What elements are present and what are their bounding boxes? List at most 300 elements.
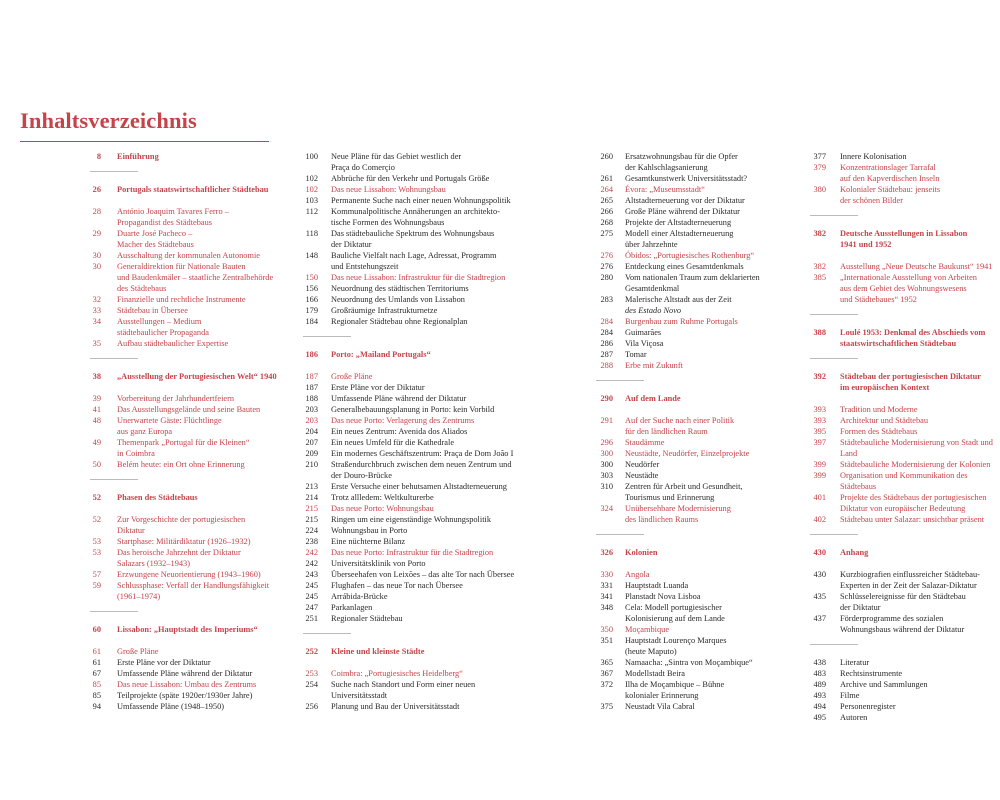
toc-entry-title: Ausstellungen – Medium städtebaulicher Propaganda [117,317,209,337]
toc-page-number: 430 [813,548,826,557]
toc-entry[interactable] [90,679,296,690]
toc-entry-title: Namaacha: „Sintra von Moçambique“ [625,658,753,667]
toc-entry-title: Literatur [840,658,870,667]
toc-page-number: 290 [600,394,613,403]
toc-page-number: 288 [600,361,613,370]
toc-page-number: 150 [305,273,318,282]
toc-entry[interactable] [90,261,296,294]
toc-page-number: 204 [305,427,318,436]
toc-entry[interactable] [596,206,807,217]
toc-entry[interactable] [90,305,296,316]
toc-page-number: 291 [600,416,613,425]
toc-page-number: 401 [813,493,826,502]
toc-page-number: 26 [92,185,101,194]
toc-page-number: 280 [600,273,613,282]
toc-entry-title: Regionaler Städtebau ohne Regionalplan [331,317,468,326]
toc-page-number: 210 [305,460,318,469]
toc-entry[interactable] [303,371,575,382]
toc-entry-title: Ringen um eine eigenständige Wohnungspolitik [331,515,492,524]
toc-entry[interactable] [596,217,807,228]
section-divider [810,358,858,359]
toc-entry-title: Personenregister [840,702,896,711]
toc-entry[interactable] [303,173,575,184]
toc-entry-title: Universitätsklinik von Porto [331,559,426,568]
toc-page-number: 33 [92,306,101,315]
toc-entry[interactable] [303,272,575,283]
toc-page-number: 296 [600,438,613,447]
section-divider [810,314,858,315]
toc-entry[interactable] [810,404,1000,415]
toc-entry-title: Umfassende Pläne (1948–1950) [117,702,225,711]
toc-entry-title: Rechtsinstrumente [840,669,903,678]
toc-entry-title: Óbidos: „Portugiesisches Rothenburg“ [625,251,755,260]
toc-entry[interactable] [303,602,575,613]
section-spacer [303,657,575,668]
toc-chapter-heading[interactable] [810,228,1000,250]
toc-entry[interactable] [303,426,575,437]
toc-entry[interactable] [810,690,1000,701]
toc-page-number: 375 [600,702,613,711]
toc-entry-title: Arrábida-Brücke [331,592,388,601]
toc-chapter-heading[interactable] [596,393,807,404]
toc-entry-title: Moçambique [625,625,670,634]
toc-entry[interactable] [303,382,575,393]
toc-entry[interactable] [810,591,1000,613]
toc-page-number: 284 [600,328,613,337]
toc-entry-title: Duarte José Pacheco – Macher des Städtebaus [117,229,194,249]
toc-chapter-heading[interactable] [596,547,807,558]
toc-entry-title: Erste Pläne vor der Diktatur [331,383,425,392]
toc-entry[interactable] [303,305,575,316]
toc-page-number: 59 [92,581,101,590]
toc-entry[interactable] [596,657,807,668]
toc-page-number: 38 [92,372,101,381]
toc-entry[interactable] [596,327,807,338]
toc-entry[interactable] [596,195,807,206]
toc-entry-title: Ersatzwohnungsbau für die Opfer der Kahlschlagsanierung [625,152,738,172]
toc-page-number: 286 [600,339,613,348]
toc-entry[interactable] [90,646,296,657]
toc-entry[interactable] [90,250,296,261]
toc-entry[interactable] [303,316,575,327]
toc-entry-title: Teilprojekte (späte 1920er/1930er Jahre) [117,691,253,700]
toc-entry[interactable] [90,294,296,305]
toc-page-number: 156 [305,284,318,293]
toc-page-number: 392 [813,372,826,381]
section-divider [810,534,858,535]
toc-entry[interactable] [303,591,575,602]
toc-entry-title: Neuordnung des Umlands von Lissabon [331,295,465,304]
toc-entry-title: Große Pläne [331,372,373,381]
toc-page-number: 256 [305,702,318,711]
toc-entry[interactable] [596,624,807,635]
toc-entry[interactable] [90,393,296,404]
toc-page-number: 489 [813,680,826,689]
toc-entry[interactable] [90,701,296,712]
toc-entry-title: Städtebau unter Salazar: unsichtbar präsent [840,515,985,524]
page-title: Inhaltsverzeichnis [20,108,197,133]
toc-entry-title: Modellstadt Beira [625,669,686,678]
toc-page-number: 266 [600,207,613,216]
toc-entry[interactable] [810,261,1000,272]
toc-page-number: 184 [305,317,318,326]
toc-entry[interactable] [596,602,807,624]
toc-entry-title: Cela: Modell portugiesischer Kolonisierung auf dem Lande [625,603,725,623]
toc-entry-title: Kleine und kleinste Städte [331,647,425,656]
toc-entry-title: Loulé 1953: Denkmal des Abschieds vom staatswirtschaftlichen Städtebau [840,328,986,348]
toc-entry[interactable] [303,393,575,404]
toc-entry-title: Konzentrationslager Tarrafal auf den Kapverdischen Inseln [840,163,940,183]
toc-entry[interactable] [90,415,296,437]
toc-page-number: 350 [600,625,613,634]
toc-entry-title: Städtebau der portugiesischen Diktatur im europäischen Kontext [840,372,982,392]
toc-entry[interactable] [596,151,807,173]
toc-entry-title: Formen des Städtebaus [840,427,918,436]
toc-entry[interactable] [596,173,807,184]
toc-entry[interactable] [303,437,575,448]
toc-entry-title: „Ausstellung der Portugiesischen Welt“ 1940 [117,372,277,381]
toc-entry[interactable] [810,679,1000,690]
toc-entry[interactable] [90,690,296,701]
toc-entry[interactable] [90,228,296,250]
toc-entry[interactable] [596,294,807,305]
toc-entry-title: Coimbra: „Portugiesisches Heidelberg“ [331,669,463,678]
toc-entry[interactable] [90,206,296,228]
toc-entry[interactable] [303,569,575,580]
toc-entry-title: Portugals staatswirtschaftlicher Städtebau [117,185,269,194]
toc-entry[interactable] [810,613,1000,635]
toc-entry[interactable] [90,514,296,536]
toc-entry-title: Erste Pläne vor der Diktatur [117,658,211,667]
toc-page-number: 399 [813,460,826,469]
toc-page-number: 61 [92,658,101,667]
toc-page-number: 348 [600,603,613,612]
toc-entry[interactable] [303,580,575,591]
toc-entry[interactable] [810,151,1000,162]
toc-entry[interactable] [303,481,575,492]
toc-entry[interactable] [596,635,807,657]
toc-entry[interactable] [810,272,1000,305]
toc-page-number: 188 [305,394,318,403]
toc-page-number: 300 [600,449,613,458]
toc-entry[interactable] [90,316,296,338]
toc-page-number: 331 [600,581,613,590]
toc-page-number: 287 [600,350,613,359]
toc-page-number: 265 [600,196,613,205]
toc-page-number: 60 [92,625,101,634]
toc-page-number: 102 [305,185,318,194]
toc-entry-title: Auf der Suche nach einer Politik für den ländlichen Raum [625,416,735,436]
toc-entry[interactable] [303,448,575,459]
toc-entry-title: Umfassende Pläne während der Diktatur [331,394,467,403]
toc-entry[interactable] [596,470,807,481]
toc-entry[interactable] [303,206,575,228]
toc-entry-title: Hauptstadt Lourenço Marques (heute Maputo) [625,636,727,656]
toc-chapter-heading[interactable] [303,349,575,360]
toc-entry-title: Guimarães [625,328,662,337]
toc-page-number: 166 [305,295,318,304]
toc-page-number: 30 [92,262,101,271]
toc-entry[interactable] [90,657,296,668]
toc-entry-title: Tomar [625,350,647,359]
toc-entry[interactable] [90,580,296,602]
toc-entry-title: Staudämme [625,438,665,447]
toc-entry-title: Finanzielle und rechtliche Instrumente [117,295,246,304]
toc-page-number: 48 [92,416,101,425]
toc-entry-title: Gesamtkunstwerk Universitätsstadt? [625,174,748,183]
toc-entry[interactable] [596,503,807,525]
toc-entry[interactable] [596,701,807,712]
toc-entry[interactable] [90,459,296,470]
toc-entry[interactable] [303,503,575,514]
toc-entry[interactable] [810,415,1000,426]
toc-entry-title: Das heroische Jahrzehnt der Diktatur Salazars (1932–1943) [117,548,241,568]
toc-entry-title: Projekte des Städtebaus der portugiesischen Diktatur von europäischer Bedeutung [840,493,987,513]
toc-chapter-heading[interactable] [90,184,296,195]
toc-page-number: 351 [600,636,613,645]
toc-entry[interactable] [810,184,1000,206]
toc-entry-title: Kommunalpolitische Annäherungen an architekto- tische Formen des Wohnungsbaus [331,207,500,227]
toc-entry[interactable] [90,404,296,415]
toc-entry-title: Einführung [117,152,159,161]
toc-entry-title: Lissabon: „Hauptstadt des Imperiums“ [117,625,258,634]
toc-column-2 [303,151,575,712]
toc-entry-title: Themenpark „Portugal für die Kleinen“ in Coimbra [117,438,250,458]
toc-chapter-heading[interactable] [810,371,1000,393]
toc-entry[interactable] [810,569,1000,591]
toc-page-number: 261 [600,174,613,183]
toc-page-number: 402 [813,515,826,524]
toc-entry[interactable] [303,404,575,415]
toc-entry-title: Überseehafen von Leixões – das alte Tor nach Übersee [331,570,515,579]
toc-page-number: 283 [600,295,613,304]
section-spacer [810,250,1000,261]
toc-entry[interactable] [90,569,296,580]
toc-entry-title: Das städtebauliche Spektrum des Wohnungsbaus der Diktatur [331,229,495,249]
toc-page-number: 35 [92,339,101,348]
toc-entry-title: Das neue Porto: Verlagerung des Zentrums [331,416,475,425]
toc-entry-title: Anhang [840,548,869,557]
toc-page-number: 187 [305,372,318,381]
toc-entry[interactable] [303,613,575,624]
toc-chapter-heading[interactable] [90,624,296,635]
toc-page-number: 430 [813,570,826,579]
toc-entry[interactable] [303,536,575,547]
toc-page-number: 41 [92,405,101,414]
toc-entry-title: Auf dem Lande [625,394,681,403]
toc-entry-title: Burgenbau zum Ruhme Portugals [625,317,738,326]
toc-entry-title: Förderprogramme des sozialen Wohnungsbaus während der Diktatur [840,614,965,634]
toc-entry-title: Ein modernes Geschäftszentrum: Praça de Dom João I [331,449,514,458]
toc-chapter-heading[interactable] [303,646,575,657]
toc-entry[interactable] [303,492,575,503]
toc-entry[interactable] [596,668,807,679]
toc-entry[interactable] [303,151,575,173]
toc-page-number: 276 [600,251,613,260]
section-divider [90,479,138,480]
toc-entry-title: Generaldirektion für Nationale Bauten und Baudenkmäler – staatliche Zentralbehörde des Städtebaus [117,262,274,293]
toc-entry-title: Neuordnung des städtischen Territoriums [331,284,469,293]
toc-page-number: 379 [813,163,826,172]
toc-entry[interactable] [596,679,807,701]
toc-entry[interactable] [810,492,1000,514]
toc-entry-title: Zentren für Arbeit und Gesundheit, Tourismus und Erinnerung [625,482,743,502]
toc-entry-title: Architektur und Städtebau [840,416,929,425]
toc-page-number: 215 [305,515,318,524]
toc-entry-title: Erbe mit Zukunft [625,361,683,370]
toc-entry[interactable] [303,184,575,195]
toc-page-number: 372 [600,680,613,689]
toc-entry-title: Neue Pläne für das Gebiet westlich der Praça do Comerçio [331,152,462,172]
toc-entry[interactable] [810,426,1000,437]
toc-entry-title: Das neue Porto: Infrastruktur für die Stadtregion [331,548,494,557]
toc-page-number: 284 [600,317,613,326]
section-spacer [810,393,1000,404]
toc-entry[interactable] [596,261,807,272]
toc-entry-title: Kolonialer Städtebau: jenseits der schönen Bilder [840,185,941,205]
toc-entry[interactable] [303,283,575,294]
toc-entry[interactable] [596,580,807,591]
toc-entry[interactable] [303,514,575,525]
toc-page-number: 341 [600,592,613,601]
toc-page-number: 100 [305,152,318,161]
toc-page-number: 34 [92,317,101,326]
toc-entry[interactable] [596,250,807,261]
toc-entry[interactable] [596,459,807,470]
toc-entry[interactable] [90,536,296,547]
toc-entry[interactable] [596,360,807,371]
toc-page-number: 215 [305,504,318,513]
toc-entry[interactable] [596,305,807,316]
toc-entry-title: Umfassende Pläne während der Diktatur [117,669,253,678]
toc-page-number: 242 [305,548,318,557]
toc-entry[interactable] [303,701,575,712]
toc-entry[interactable] [596,481,807,503]
toc-page-number: 247 [305,603,318,612]
toc-page-number: 242 [305,559,318,568]
toc-entry[interactable] [303,668,575,679]
toc-entry[interactable] [810,712,1000,723]
toc-entry[interactable] [303,228,575,250]
toc-entry[interactable] [303,415,575,426]
toc-entry[interactable] [596,569,807,580]
toc-page-number: 30 [92,251,101,260]
toc-entry-title: Wohnungsbau in Porto [331,526,408,535]
toc-entry[interactable] [90,547,296,569]
toc-page-number: 112 [305,207,318,216]
toc-page-number: 438 [813,658,826,667]
toc-entry-title: Kurzbiografien einflussreicher Städtebau- Experten in der Zeit der Salazar-Diktatur [840,570,980,590]
toc-entry[interactable] [303,525,575,536]
toc-entry[interactable] [810,668,1000,679]
toc-page-number: 103 [305,196,318,205]
toc-entry[interactable] [90,437,296,459]
toc-entry[interactable] [596,448,807,459]
title-underline [20,141,269,142]
toc-entry[interactable] [303,294,575,305]
toc-entry-title: Belém heute: ein Ort ohne Erinnerung [117,460,245,469]
toc-entry-title: Hauptstadt Luanda [625,581,689,590]
toc-entry-title: Das neue Lissabon: Wohnungsbau [331,185,446,194]
toc-entry[interactable] [596,316,807,327]
toc-page-number: 102 [305,174,318,183]
toc-entry-title: Ein neues Zentrum: Avenida dos Aliados [331,427,468,436]
toc-entry[interactable] [810,701,1000,712]
toc-entry[interactable] [303,547,575,558]
toc-page-number: 399 [813,471,826,480]
toc-entry[interactable] [303,195,575,206]
toc-page-number: 377 [813,152,826,161]
toc-entry[interactable] [303,459,575,481]
toc-page-number: 28 [92,207,101,216]
section-divider [90,358,138,359]
section-divider [90,611,138,612]
toc-entry-title: Große Pläne [117,647,159,656]
toc-page-number: 50 [92,460,101,469]
toc-entry[interactable] [810,514,1000,525]
toc-entry-title: Tradition und Moderne [840,405,918,414]
toc-entry[interactable] [810,470,1000,492]
toc-page-number: 303 [600,471,613,480]
toc-page-number: 380 [813,185,826,194]
toc-entry[interactable] [596,272,807,294]
toc-entry[interactable] [303,679,575,701]
section-spacer [90,195,296,206]
toc-entry-title: Autoren [840,713,868,722]
toc-chapter-heading[interactable] [90,151,296,162]
toc-chapter-heading[interactable] [810,547,1000,558]
toc-page-number: 435 [813,592,826,601]
toc-entry[interactable] [596,184,807,195]
toc-entry-title: Flughafen – das neue Tor nach Übersee [331,581,463,590]
toc-entry[interactable] [810,162,1000,184]
toc-page-number: 385 [813,273,826,282]
toc-entry[interactable] [596,338,807,349]
toc-entry-title: Generalbebauungsplanung in Porto: kein Vorbild [331,405,495,414]
toc-entry[interactable] [810,437,1000,459]
toc-page-number: 39 [92,394,101,403]
toc-entry-title: Organisation und Kommunikation des Städtebaus [840,471,968,491]
toc-entry[interactable] [303,558,575,569]
toc-chapter-heading[interactable] [90,492,296,503]
toc-entry[interactable] [596,349,807,360]
toc-chapter-heading[interactable] [810,327,1000,349]
section-divider [303,336,351,337]
toc-chapter-heading[interactable] [90,371,296,382]
toc-entry-title: Kolonien [625,548,658,557]
section-spacer [810,558,1000,569]
toc-entry-title: Das neue Lissabon: Umbau des Zentrums [117,680,257,689]
toc-entry[interactable] [596,591,807,602]
toc-entry[interactable] [90,338,296,349]
toc-page-number: 260 [600,152,613,161]
toc-entry[interactable] [596,415,807,437]
toc-entry-title: Das neue Lissabon: Infrastruktur für die Stadtregion [331,273,506,282]
toc-entry[interactable] [596,437,807,448]
toc-entry-title: Angola [625,570,650,579]
toc-entry[interactable] [303,250,575,272]
toc-entry[interactable] [810,459,1000,470]
toc-entry[interactable] [90,668,296,679]
toc-entry-title: Neustädte, Neudörfer, Einzelprojekte [625,449,750,458]
toc-entry-title: Planstadt Nova Lisboa [625,592,701,601]
toc-page-number: 254 [305,680,318,689]
toc-entry-title: Vom nationalen Traum zum deklarierten Gesamtdenkmal [625,273,760,293]
toc-page-number: 300 [600,460,613,469]
toc-entry[interactable] [596,228,807,250]
section-spacer [303,360,575,371]
toc-entry[interactable] [810,657,1000,668]
